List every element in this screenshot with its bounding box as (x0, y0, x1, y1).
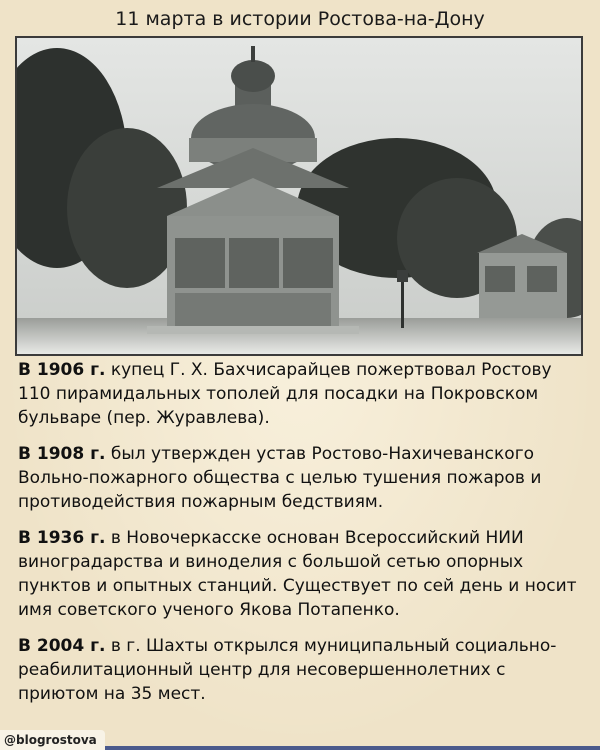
fact-year: В 1908 г. (18, 444, 106, 464)
historic-pavilion-image (17, 38, 581, 354)
fact-text: купец Г. Х. Бахчисарайцев пожертвовал Ростову 110 пирамидальных тополей для посадки на Покровском бульваре (пер. Журавлева). (18, 360, 552, 428)
fact-2004 (18, 634, 588, 706)
fact-year: В 2004 г. (18, 636, 106, 656)
fact-1906 (18, 358, 588, 430)
fact-year: В 1936 г. (18, 528, 106, 548)
page-title: 11 марта в истории Ростова-на-Дону (115, 8, 485, 30)
historic-photo (15, 36, 583, 356)
facts-list (18, 358, 588, 718)
fact-year: В 1906 г. (18, 360, 106, 380)
fact-1936 (18, 526, 588, 622)
fact-text: был утвержден устав Ростово-Нахичеванского Вольно-пожарного общества с целью тушения пожаров и противодействия пожарным бедствиям. (18, 444, 542, 512)
fact-text: в Новочеркасске основан Всероссийский НИИ виноградарства и виноделия с большой сетью опорных пунктов и опытных станций. Существует по сей день и носит имя советского ученого Якова Потапенко. (18, 528, 577, 620)
credit-handle[interactable]: @blogrostova (0, 730, 105, 750)
fact-1908 (18, 442, 588, 514)
fact-text: в г. Шахты открылся муниципальный социально-реабилитационный центр для несовершеннолетних с приютом на 35 мест. (18, 636, 557, 704)
